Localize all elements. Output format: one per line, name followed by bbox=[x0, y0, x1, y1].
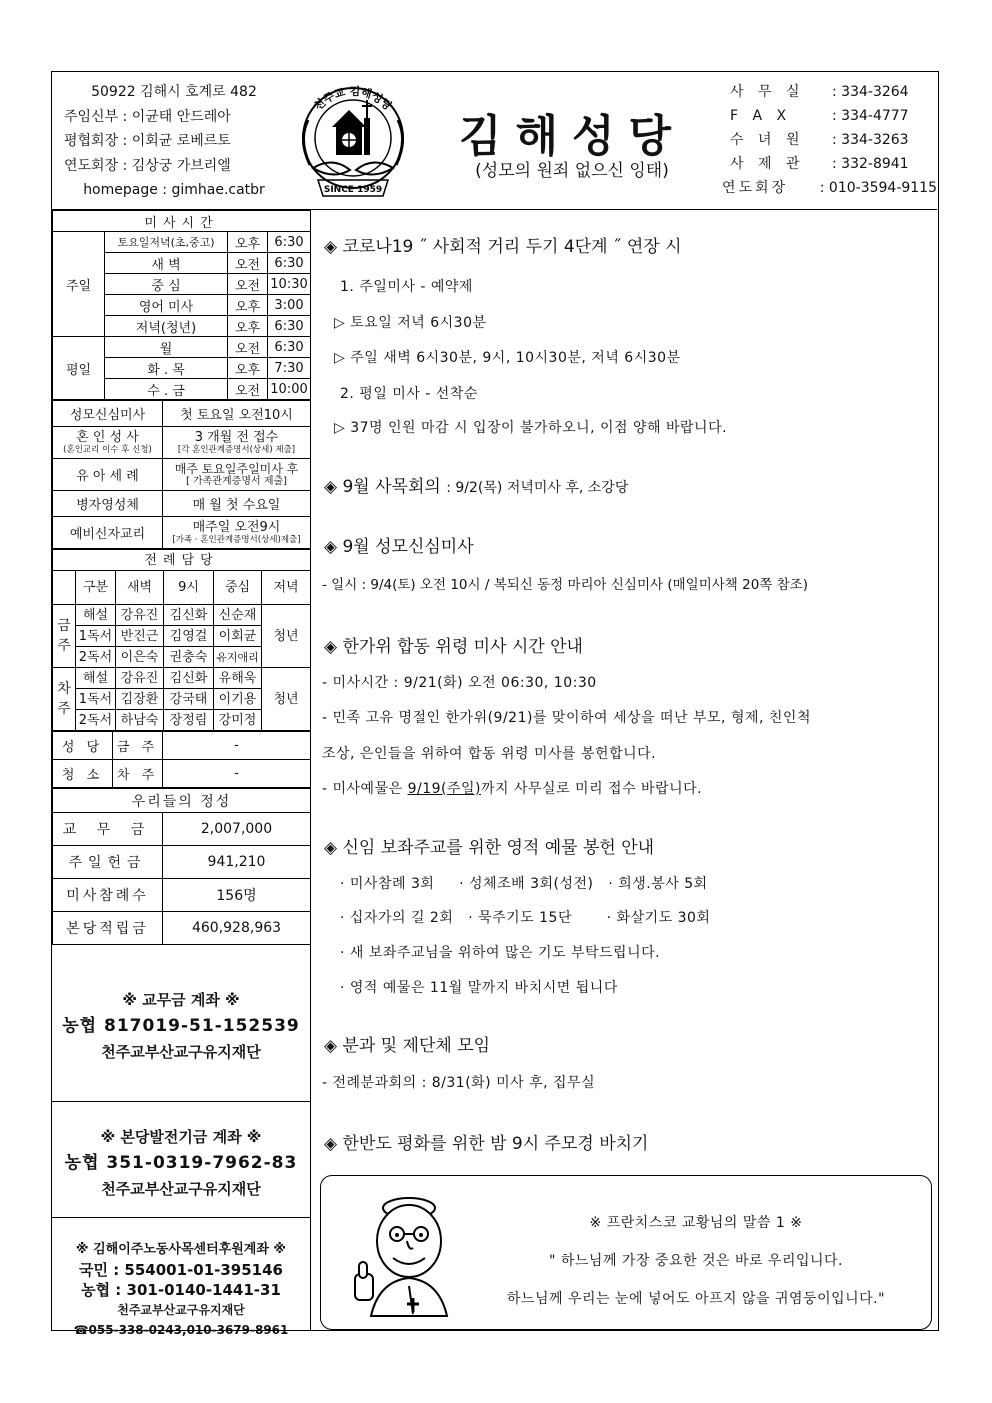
sunday-label: 주일 bbox=[53, 232, 105, 337]
announcements: ◈ 코로나19 ˝ 사회적 거리 두기 4단계 ˝ 연장 시 1. 주일미사 - 예약제 ▷ 토요일 저녁 6시30분 ▷ 주일 새벽 6시30분, 9시, 10시30분, 저녁 6시30분 2. 평일 미사 - 선착순 ▷ 37명 인원 마감 시 입장이 불가하오니, 이점 양해 바랍니다. ◈ 9월 사목회의 : 9/2(목) 저녁미사 후, 소강당 ◈ 9월 성모신심미사 - 일시 : 9/4(토) 오전 10시 / 복되신 동정 마리아 신심미사 (매일미사책 20쪽 참조) ◈ 한가위 합동 위령 미사 시간 안내 - 미사시간 : 9/21(화) 오전 06:30, 10:30 - 민족 고유 명절인 한가위(9/21)를 맞이하여 세상을 떠난 부모, 형제, 친인척 조상, 은인들을 위하여 합동 위령 미사를 봉헌합니다. - 미사예물은 9/19(주일)까지 사무실로 미리 접수 바랍니다. ◈ 신임 보좌주교를 위한 영적 예물 봉헌 안내 · 미사참례 3회 · 성체조배 3회(성전) · 희생.봉사 5회 · 십자가의 길 2회 · 묵주기도 15단 · 화살기도 30회 · 새 보좌주교님을 위하여 많은 기도 부탁드립니다. · 영적 예물은 11월 말까지 바치시면 됩니다 ◈ 분과 및 제단체 모임 - 전례분과회의 : 8/31(화) 미사 후, 집무실 ◈ 한반도 평화를 위한 밤 9시 주모경 바치기 ※ 프란치스코 교황님의 말씀 1 ※ " 하느님께 가장 중요한 것은 바로 우리입니다. 하느님께 우리는 눈에 넣어도 아프지 않을 귀염둥이입니다." bbox=[320, 210, 937, 1330]
mass-title: 미사시간 bbox=[53, 211, 311, 232]
section-title: ◈ 분과 및 제단체 모임 bbox=[324, 1036, 491, 1056]
sacraments-table bbox=[52, 400, 311, 549]
table-row: 병자영성체 매 월 첫 수요일 bbox=[53, 491, 311, 517]
table-row: 미사참례수 156명 bbox=[53, 879, 311, 912]
mass-schedule-table bbox=[52, 210, 311, 400]
table-row: 성모신심미사 첫 토요일 오전10시 bbox=[53, 401, 311, 427]
table-row: 차주 해설 강유진 김신화 유해욱 청년 bbox=[53, 668, 311, 689]
sidebar bbox=[52, 210, 311, 1337]
contact-fax: F A X : 334-4777 bbox=[730, 108, 909, 124]
table-row: 화 . 목 오후 7:30 bbox=[53, 358, 311, 379]
contact-seniors: 연도회장 : 010-3594-9115 bbox=[722, 180, 937, 196]
section-title: ◈ 코로나19 ˝ 사회적 거리 두기 4단계 ˝ 연장 시 bbox=[324, 237, 682, 257]
seal-text: 천주교 김해성당 bbox=[311, 84, 395, 113]
offering-title: 우리들의 정성 bbox=[53, 789, 311, 813]
migrant-center-account: ※ 김해이주노동사목센터후원계좌 ※ 국민 : 554001-01-395146 농협 : 301-0140-1441-31 천주교부산교구유지재단 ☎055-338-0243,010-3679-8961 bbox=[73, 1242, 289, 1337]
table-row: 금주 해설 강유진 김신화 신순재 청년 bbox=[53, 605, 311, 626]
table-row: 수 . 금 오전 10:00 bbox=[53, 379, 311, 400]
parish-seal-icon bbox=[288, 80, 418, 202]
table-row: 교 무 금 2,007,000 bbox=[53, 813, 311, 846]
section-title: ◈ 한반도 평화를 위한 밤 9시 주모경 바치기 bbox=[324, 1134, 649, 1154]
development-fund-account: ※ 본당발전기금 계좌 ※ 농협 351-0319-7962-83 천주교부산교구유지재단 bbox=[52, 1102, 310, 1218]
weekday-label: 평일 bbox=[53, 337, 105, 400]
seniors-chair: 연도회장 : 김상궁 가브리엘 bbox=[64, 157, 231, 174]
table-row: 중 심 오전 10:30 bbox=[53, 274, 311, 295]
liturgy-title: 전례담당 bbox=[53, 550, 311, 571]
table-row: 2독서 하남숙 장정림 강미정 bbox=[53, 710, 311, 731]
table-row: 주일 토요일저녁(초,중고) 오후 6:30 bbox=[53, 232, 311, 253]
table-header-row: 구분 새벽 9시 중심 저녁 bbox=[53, 571, 311, 605]
offerings-table bbox=[52, 788, 311, 945]
table-row: 새 벽 오전 6:30 bbox=[53, 253, 311, 274]
next-week-label: 차주 bbox=[53, 668, 76, 731]
section-title: ◈ 9월 사목회의 : 9/2(목) 저녁미사 후, 소강당 bbox=[324, 477, 629, 497]
seal-since: SINCE 1959 bbox=[323, 185, 383, 195]
council-chair: 평협회장 : 이회균 로베르토 bbox=[64, 133, 231, 149]
homepage[interactable]: homepage : gimhae.catbr bbox=[83, 182, 265, 198]
page-title: 김해성당 bbox=[458, 111, 685, 162]
this-week-label: 금주 bbox=[53, 605, 76, 668]
pope-quote: ※ 프란치스코 교황님의 말씀 1 ※ " 하느님께 가장 중요한 것은 바로 우리입니다. 하느님께 우리는 눈에 넣어도 아프지 않을 귀염둥이입니다." bbox=[506, 1215, 886, 1307]
table-row: 주일헌금 941,210 bbox=[53, 846, 311, 879]
table-row: 본당적립금 460,928,963 bbox=[53, 912, 311, 945]
table-row: 1독서 김장환 강국태 이기용 bbox=[53, 689, 311, 710]
table-row: 유 아 세 례 매주 토요일주일미사 후 [ 가족관계증명서 제출] bbox=[53, 459, 311, 491]
pastor: 주임신부 : 이균태 안드레아 bbox=[64, 108, 231, 125]
section-title: ◈ 신임 보좌주교를 위한 영적 예물 봉헌 안내 bbox=[324, 838, 655, 858]
tithe-account: ※ 교무금 계좌 ※ 농협 817019-51-152539 천주교부산교구유지재단 bbox=[52, 957, 310, 1102]
contact-list bbox=[722, 80, 937, 200]
cleaning-table bbox=[52, 731, 311, 788]
liturgy-table bbox=[52, 549, 311, 731]
address: 50922 김해시 호계로 482 bbox=[91, 84, 257, 100]
table-row: 영어 미사 오후 3:00 bbox=[53, 295, 311, 316]
table-row: 청 소 차 주 - bbox=[53, 760, 311, 788]
header bbox=[52, 72, 937, 210]
table-row: 성 당 금 주 - bbox=[53, 732, 311, 760]
table-row: 2독서 이은숙 권충숙 유지애리 bbox=[53, 647, 311, 668]
contact-rectory: 사 제 관 : 332-8941 bbox=[730, 156, 909, 172]
table-row: 1독서 반진근 김영걸 이회균 bbox=[53, 626, 311, 647]
section-title: ◈ 한가위 합동 위령 미사 시간 안내 bbox=[324, 637, 583, 657]
pope-cartoon-icon bbox=[351, 1186, 461, 1321]
table-row: 혼 인 성 사 (혼인교리 이수 후 신청) 3 개월 전 접수 [각 혼인관계증명서(상세) 제출] bbox=[53, 427, 311, 459]
table-row: 저녁(청년) 오후 6:30 bbox=[53, 316, 311, 337]
table-row: 평일 월 오전 6:30 bbox=[53, 337, 311, 358]
parish-info bbox=[64, 80, 284, 203]
pope-quote-box bbox=[320, 1175, 932, 1330]
bulletin-sheet bbox=[51, 71, 939, 1337]
contact-convent: 수 녀 원 : 334-3263 bbox=[730, 132, 909, 148]
table-row: 예비신자교리 매주일 오전9시 [가족 · 혼인관계증명서(상세)제출] bbox=[53, 517, 311, 549]
section-title: ◈ 9월 성모신심미사 bbox=[324, 537, 474, 557]
contact-office: 사 무 실 : 334-3264 bbox=[730, 84, 909, 100]
page-subtitle: (성모의 원죄 없으신 잉태) bbox=[475, 161, 669, 181]
